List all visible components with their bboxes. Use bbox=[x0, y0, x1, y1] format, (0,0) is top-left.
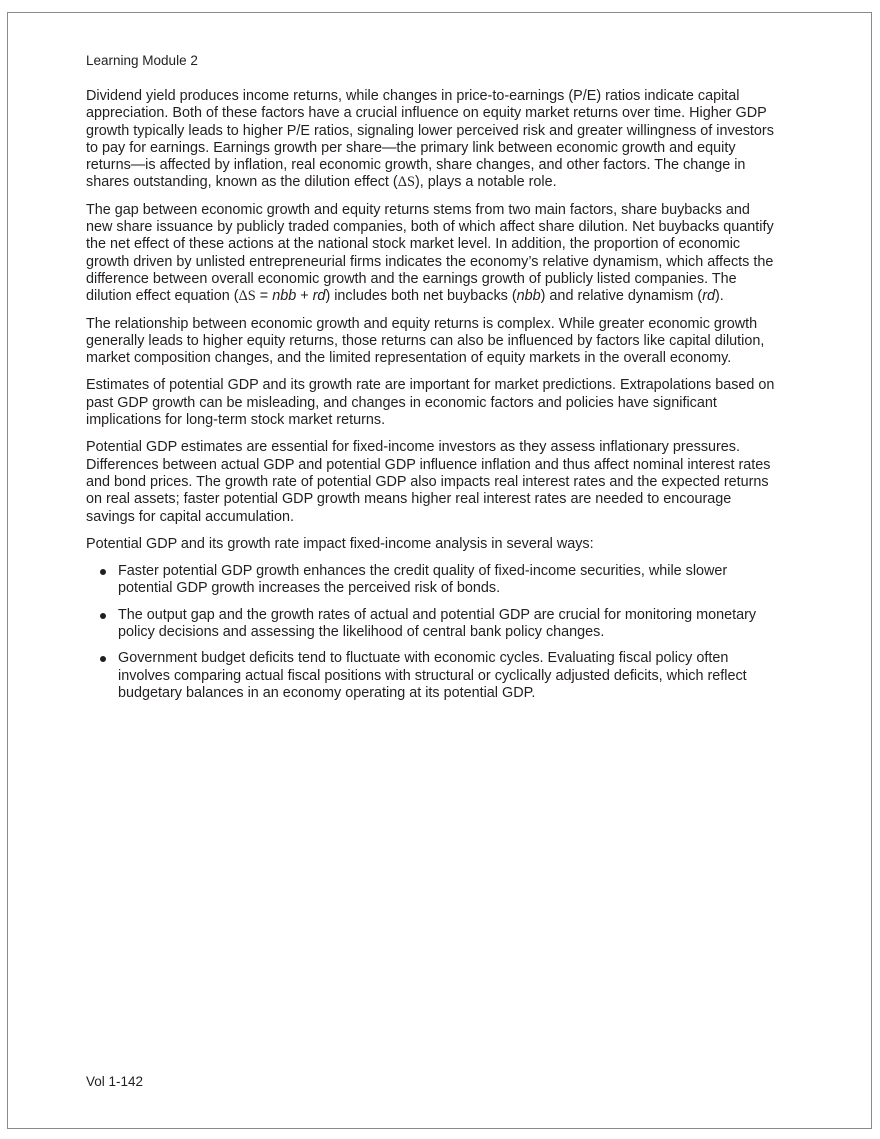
paragraph-dividend-yield bbox=[86, 88, 776, 192]
text: The gap between economic growth and equity returns stems from two main factors, share buybacks and new share issuance by publicly traded companies, both of which affect share dilution. Net buybacks quantify the net effect of these actions at the national stock market level. In addition, the proportion of economic growth driven by unlisted entrepreneurial firms indicates the economy’s relative dynamism, which affects the difference between overall economic growth and the earnings growth of publicly listed companies. The dilution effect equation ( bbox=[86, 201, 774, 305]
paragraph-growth-gap bbox=[86, 202, 776, 306]
text: = bbox=[255, 288, 273, 305]
bullet-list bbox=[86, 563, 776, 702]
delta-s-symbol: ΔS bbox=[397, 174, 415, 191]
bullet-icon bbox=[100, 613, 106, 619]
text: ) and relative dynamism ( bbox=[540, 288, 703, 305]
paragraph-estimates: Estimates of potential GDP and its growth rate are important for market predictions. Extrapolations based on past GDP growth can be misleading, and changes in economic factors and policies have significant implications for long-term stock market returns. bbox=[86, 377, 775, 429]
paragraph-relationship: The relationship between economic growth and equity returns is complex. While greater economic growth generally leads to higher equity returns, those returns can also be influenced by factors like capital dilution, market composition changes, and the limited representation of equity markets in the overall economy. bbox=[86, 315, 765, 367]
text: ), plays a notable role. bbox=[415, 174, 557, 191]
list-item bbox=[86, 650, 776, 702]
list-item-text: Faster potential GDP growth enhances the credit quality of fixed-income securities, while slower potential GDP growth increases the perceived risk of bonds. bbox=[118, 563, 728, 597]
list-item bbox=[86, 563, 776, 598]
text: ). bbox=[715, 288, 724, 305]
running-header: Learning Module 2 bbox=[86, 53, 198, 68]
rd-term: rd bbox=[312, 288, 326, 305]
rd-term: rd bbox=[702, 288, 715, 305]
bullet-icon bbox=[100, 656, 106, 662]
text: Dividend yield produces income returns, while changes in price-to-earnings (P/E) ratios indicate capital appreciation. Both of these factors have a crucial influence on equity market returns over time. Higher GDP growth typically leads to higher P/E ratios, signaling lower perceived risk and greater willingness of investors to pay for earnings. Earnings growth per share—the primary link between economic growth and equity returns—is affected by inflation, real economic growth, share changes, and other factors. The change in shares outstanding, known as the dilution effect ( bbox=[86, 88, 774, 191]
delta-s-symbol: ΔS bbox=[238, 288, 256, 305]
nbb-term: nbb bbox=[272, 288, 297, 305]
body-text bbox=[86, 88, 776, 711]
list-item bbox=[86, 607, 776, 642]
paragraph-intro-list: Potential GDP and its growth rate impact fixed-income analysis in several ways: bbox=[86, 535, 594, 552]
text: + bbox=[296, 288, 313, 305]
text: ) includes both net buybacks ( bbox=[325, 288, 517, 305]
list-item-text: The output gap and the growth rates of actual and potential GDP are crucial for monitoring monetary policy decisions and assessing the likelihood of central bank policy changes. bbox=[118, 606, 757, 641]
bullet-icon bbox=[100, 569, 106, 575]
paragraph-fixed-income: Potential GDP estimates are essential for fixed-income investors as they assess inflationary pressures. Differences between actual GDP and potential GDP influence inflation and thus affect nominal interest rates and bond prices. The growth rate of potential GDP also impacts real interest rates and the expected returns on real assets; faster potential GDP growth means higher real interest rates are needed to encourage savings for capital accumulation. bbox=[86, 439, 771, 525]
nbb-term: nbb bbox=[516, 288, 541, 305]
page-number: Vol 1-142 bbox=[86, 1074, 144, 1089]
list-item-text: Government budget deficits tend to fluctuate with economic cycles. Evaluating fiscal policy often involves comparing actual fiscal positions with structural or cyclically adjusted deficits, which reflect budgetary balances in an economy operating at its potential GDP. bbox=[118, 650, 747, 701]
